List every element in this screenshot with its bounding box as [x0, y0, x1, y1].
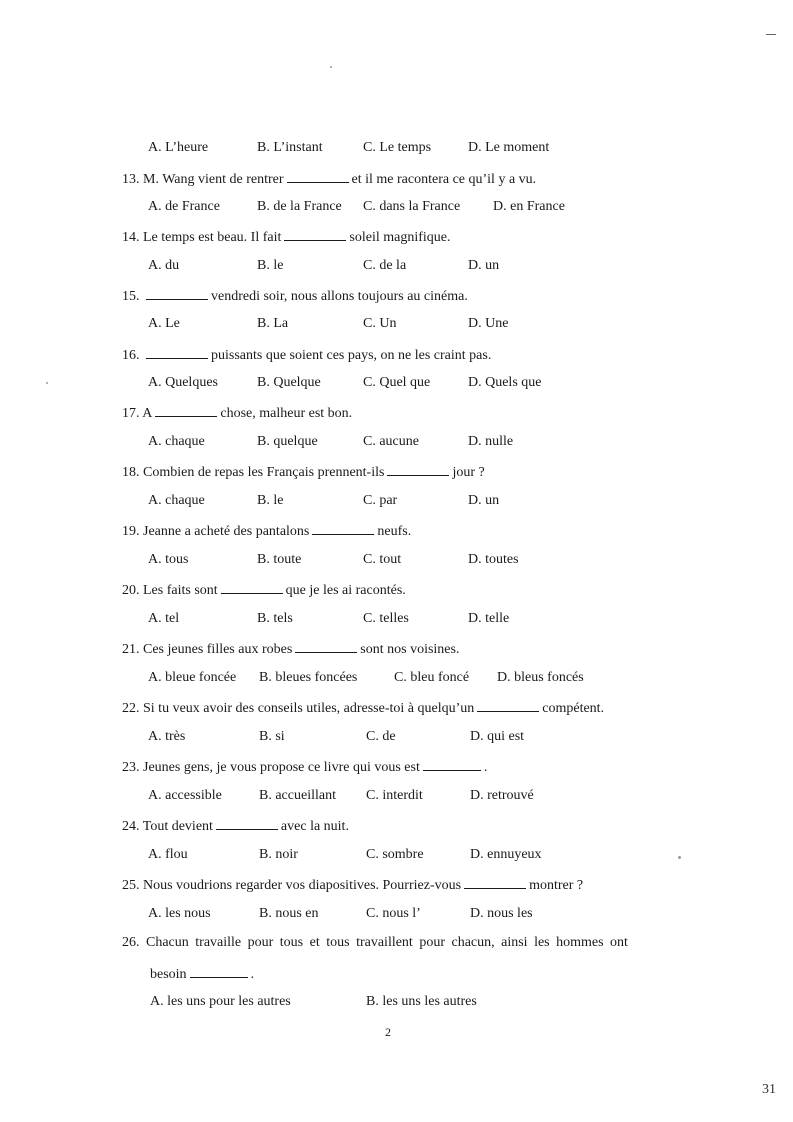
q19-option-b: B. toute: [257, 552, 302, 567]
question-text-post: que je les ai racontés.: [285, 583, 406, 598]
question-26: [122, 934, 628, 952]
q24-option-c: C. sombre: [366, 847, 424, 862]
scan-speck: [46, 382, 48, 384]
q20-option-b: B. tels: [257, 611, 293, 626]
answer-blank: [464, 875, 526, 889]
question-text-post: puissants que soient ces pays, on ne les craint pas.: [211, 348, 492, 363]
question-20: [122, 580, 406, 600]
q16-option-c: C. Quel que: [363, 375, 431, 390]
answer-blank: [312, 521, 374, 535]
q21-option-b: B. bleues foncées: [259, 670, 358, 685]
q15-option-a: A. Le: [148, 316, 180, 331]
question-text-post: soleil magnifique.: [349, 230, 451, 245]
question-18: [122, 462, 485, 482]
q25-option-c: C. nous l’: [366, 906, 421, 921]
question-number: 24.: [122, 819, 140, 834]
answer-blank: [287, 169, 349, 183]
q16-option-b: B. Quelque: [257, 375, 321, 390]
question-text-pre: Combien de repas les Français prennent-ils: [143, 465, 385, 480]
q17-option-b: B. quelque: [257, 434, 318, 449]
question-number: 25.: [122, 878, 140, 893]
q24-option-d: D. ennuyeux: [470, 847, 542, 862]
answer-blank: [216, 816, 278, 830]
q25-option-b: B. nous en: [259, 906, 319, 921]
question-17: [122, 403, 352, 423]
question-text-pre: Ces jeunes filles aux robes: [143, 642, 293, 657]
q26-option-a: A. les uns pour les autres: [150, 994, 291, 1009]
answer-blank: [387, 462, 449, 476]
answer-blank: [146, 286, 208, 300]
question-text-post: chose, malheur est bon.: [220, 406, 353, 421]
q18-option-c: C. par: [363, 493, 398, 508]
answer-blank: [295, 639, 357, 653]
scan-speck: [330, 66, 332, 68]
q13-option-d: D. en France: [493, 199, 565, 214]
q22-option-b: B. si: [259, 729, 285, 744]
q16-option-d: D. Quels que: [468, 375, 542, 390]
q21-option-a: A. bleue foncée: [148, 670, 237, 685]
question-text-pre: Tout devient: [142, 819, 213, 834]
q12-option-d: D. Le moment: [468, 140, 550, 155]
q15-option-b: B. La: [257, 316, 289, 331]
question-text-pre: besoin: [150, 967, 187, 982]
question-23: [122, 757, 487, 777]
page-number: 2: [385, 1025, 391, 1039]
question-text-pre: Jeanne a acheté des pantalons: [143, 524, 310, 539]
question-26-continued: [150, 964, 254, 984]
q13-option-a: A. de France: [148, 199, 220, 214]
question-text-post: .: [250, 967, 255, 982]
q25-option-d: D. nous les: [470, 906, 533, 921]
question-number: 18.: [122, 465, 140, 480]
q14-option-b: B. le: [257, 258, 284, 273]
q20-option-c: C. telles: [363, 611, 409, 626]
q24-option-b: B. noir: [259, 847, 298, 862]
question-number: 17.: [122, 406, 140, 421]
q21-option-c: C. bleu foncé: [394, 670, 470, 685]
q20-option-d: D. telle: [468, 611, 510, 626]
q22-option-d: D. qui est: [470, 729, 525, 744]
question-number: 22.: [122, 701, 140, 716]
question-text: Chacun travaille pour tous et tous travaillent pour chacun, ainsi les hommes ont: [146, 935, 628, 950]
q17-option-c: C. aucune: [363, 434, 419, 449]
q26-option-b: B. les uns les autres: [366, 994, 477, 1009]
q12-option-a: A. L’heure: [148, 140, 209, 155]
answer-blank: [221, 580, 283, 594]
q23-option-c: C. interdit: [366, 788, 423, 803]
q22-option-c: C. de: [366, 729, 396, 744]
question-number: 16.: [122, 348, 140, 363]
question-text-pre: Le temps est beau. Il fait: [143, 230, 282, 245]
question-number: 13.: [122, 172, 140, 187]
question-text-post: jour ?: [452, 465, 485, 480]
q16-option-a: A. Quelques: [148, 375, 218, 390]
q12-option-b: B. L’instant: [257, 140, 323, 155]
q12-option-c: C. Le temps: [363, 140, 432, 155]
q23-option-d: D. retrouvé: [470, 788, 534, 803]
q19-option-d: D. toutes: [468, 552, 519, 567]
q25-option-a: A. les nous: [148, 906, 211, 921]
question-15: [122, 286, 468, 306]
question-number: 20.: [122, 583, 140, 598]
question-24: [122, 816, 349, 836]
q19-option-a: A. tous: [148, 552, 189, 567]
question-number: 14.: [122, 230, 140, 245]
answer-blank: [477, 698, 539, 712]
answer-blank: [155, 403, 217, 417]
q18-option-d: D. un: [468, 493, 500, 508]
question-16: [122, 345, 491, 365]
q13-option-b: B. de la France: [257, 199, 342, 214]
answer-blank: [190, 964, 248, 978]
q13-option-c: C. dans la France: [363, 199, 461, 214]
corner-page-number: 31: [762, 1082, 776, 1097]
question-number: 15.: [122, 289, 140, 304]
question-14: [122, 227, 451, 247]
question-text-pre: M. Wang vient de rentrer: [143, 172, 284, 187]
question-text-pre: Si tu veux avoir des conseils utiles, adresse-toi à quelqu’un: [143, 701, 475, 716]
question-text-post: neufs.: [377, 524, 412, 539]
question-text-post: compétent.: [542, 701, 605, 716]
question-number: 19.: [122, 524, 140, 539]
q14-option-d: D. un: [468, 258, 500, 273]
q15-option-c: C. Un: [363, 316, 397, 331]
q14-option-a: A. du: [148, 258, 180, 273]
q22-option-a: A. très: [148, 729, 186, 744]
q18-option-b: B. le: [257, 493, 284, 508]
question-text-post: sont nos voisines.: [360, 642, 460, 657]
question-number: 26.: [122, 935, 140, 950]
question-13: [122, 169, 536, 189]
question-25: [122, 875, 583, 895]
answer-blank: [284, 227, 346, 241]
q17-option-a: A. chaque: [148, 434, 205, 449]
scan-speck: [678, 856, 681, 859]
question-text-pre: Les faits sont: [143, 583, 218, 598]
answer-blank: [146, 345, 208, 359]
q18-option-a: A. chaque: [148, 493, 205, 508]
q19-option-c: C. tout: [363, 552, 402, 567]
q15-option-d: D. Une: [468, 316, 509, 331]
question-text-post: montrer ?: [529, 878, 584, 893]
question-22: [122, 698, 604, 718]
q17-option-d: D. nulle: [468, 434, 514, 449]
q14-option-c: C. de la: [363, 258, 407, 273]
question-number: 23.: [122, 760, 140, 775]
scan-mark: [766, 34, 776, 35]
q23-option-b: B. accueillant: [259, 788, 336, 803]
question-text-post: et il me racontera ce qu’il y a vu.: [351, 172, 537, 187]
question-text-pre: A: [142, 406, 153, 421]
question-text-post: avec la nuit.: [280, 819, 349, 834]
question-text-pre: Nous voudrions regarder vos diapositives. Pourriez-vous: [143, 878, 462, 893]
question-19: [122, 521, 411, 541]
question-text-post: .: [483, 760, 488, 775]
answer-blank: [423, 757, 481, 771]
question-number: 21.: [122, 642, 140, 657]
q24-option-a: A. flou: [148, 847, 188, 862]
q23-option-a: A. accessible: [148, 788, 222, 803]
question-text-pre: Jeunes gens, je vous propose ce livre qui vous est: [143, 760, 420, 775]
question-text-post: vendredi soir, nous allons toujours au cinéma.: [211, 289, 468, 304]
q20-option-a: A. tel: [148, 611, 180, 626]
question-21: [122, 639, 459, 659]
q21-option-d: D. bleus foncés: [497, 670, 584, 685]
